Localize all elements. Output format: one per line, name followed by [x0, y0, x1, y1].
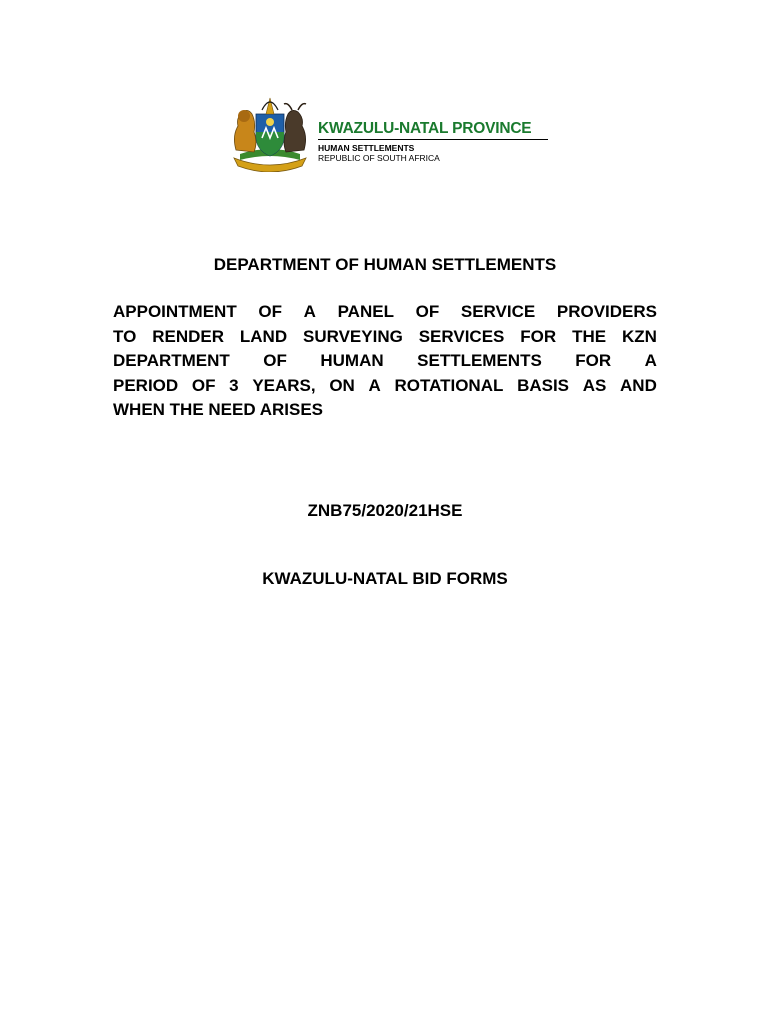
title-line — [113, 349, 657, 374]
title-word: 3 — [229, 375, 239, 395]
title-line — [113, 325, 657, 350]
title-line — [113, 374, 657, 399]
department-name: HUMAN SETTLEMENTS — [318, 143, 415, 153]
title-word: AS — [582, 375, 607, 395]
title-word: A — [368, 375, 381, 395]
letterhead-text — [318, 120, 558, 163]
title-word: SETTLEMENTS — [417, 351, 542, 370]
document-title — [113, 300, 657, 423]
title-word: OF — [258, 302, 282, 321]
reference-number: ZNB75/2020/21HSE — [307, 501, 463, 520]
title-word: TO — [113, 326, 137, 346]
letterhead-divider — [318, 139, 548, 140]
title-word: SERVICES — [418, 326, 505, 346]
letterhead — [226, 92, 556, 176]
title-word: OF — [415, 302, 440, 321]
coat-of-arms-icon — [226, 92, 314, 172]
title-word: PERIOD — [113, 375, 179, 395]
province-name: KWAZULU-NATAL PROVINCE — [318, 120, 532, 137]
department-heading: DEPARTMENT OF HUMAN SETTLEMENTS — [213, 255, 557, 274]
title-word: HUMAN — [320, 351, 384, 370]
title-word: OF — [263, 351, 287, 370]
title-word: YEARS, — [252, 375, 316, 395]
title-word: FOR — [575, 351, 612, 370]
title-word: DEPARTMENT — [113, 351, 230, 370]
title-word: KZN — [621, 326, 657, 346]
title-line — [113, 300, 657, 325]
title-word: AND — [620, 375, 657, 395]
title-word: PANEL — [337, 302, 394, 321]
title-word: BASIS — [517, 375, 570, 395]
title-line: WHEN THE NEED ARISES — [113, 400, 324, 419]
country-name: REPUBLIC OF SOUTH AFRICA — [318, 153, 440, 163]
form-title: KWAZULU-NATAL BID FORMS — [262, 569, 508, 588]
title-word: A — [644, 351, 657, 370]
title-word: FOR — [520, 326, 557, 346]
title-word: A — [303, 302, 316, 321]
title-word: PROVIDERS — [556, 302, 657, 321]
title-word: SURVEYING — [303, 326, 403, 346]
title-word: APPOINTMENT — [113, 302, 237, 321]
title-word: THE — [572, 326, 607, 346]
title-word: SERVICE — [460, 302, 536, 321]
title-word: ROTATIONAL — [394, 375, 504, 395]
title-word: LAND — [239, 326, 288, 346]
title-word: OF — [191, 375, 216, 395]
title-word: RENDER — [152, 326, 224, 346]
title-word: ON — [329, 375, 355, 395]
